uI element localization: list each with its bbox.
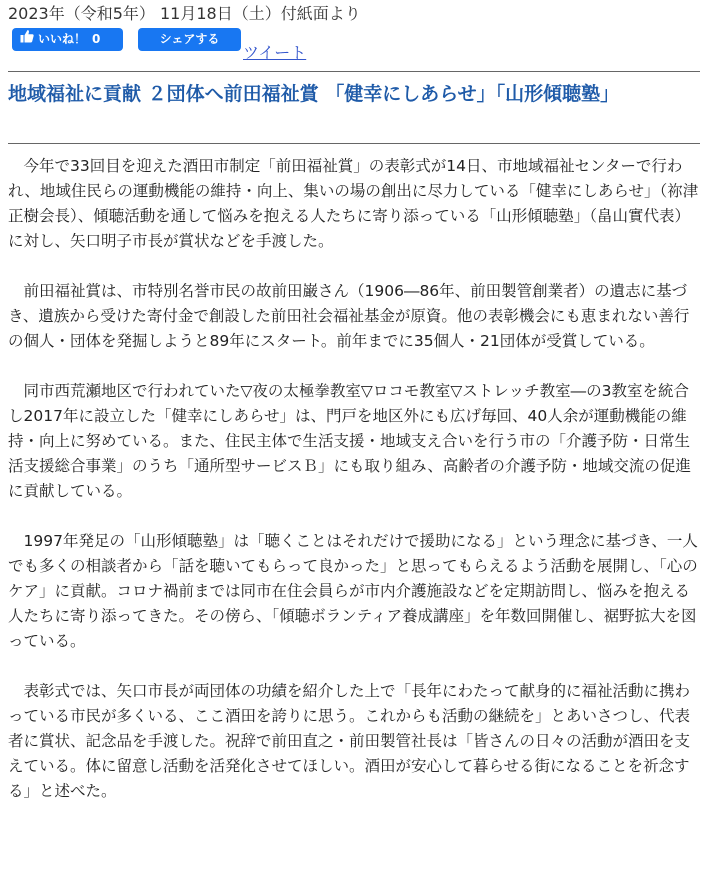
share-button[interactable]: シェアする <box>138 28 241 51</box>
like-label: いいね！ <box>38 32 87 46</box>
divider-bottom <box>8 143 700 144</box>
paragraph: 1997年発足の「山形傾聴塾」は「聴くことはそれだけで援助になる」という理念に基づき、一人でも多くの相談者から「話を聴いてもらって良かった」と思ってもらえるよう活動を展開し、「心のケア」に貢献。コロナ禍前までは同市在住会員らが市内介護施設などを定期訪問し、悩みを抱える人たちに寄り添ってきた。その傍ら、「傾聴ボランティア養成講座」を年数回開催し、裾野拡大を図っている。 <box>8 532 698 650</box>
paragraph: 同市西荒瀬地区で行われていた▽夜の太極拳教室▽ロコモ教室▽ストレッチ教室―の3教室を統合し2017年に設立した「健幸にしあらせ」は、門戸を地区外にも広げ毎回、40人余が運動機能の維持・向上に努めている。また、住民主体で生活支援・地域支え合いを行う市の「介護予防・日常生活支援総合事業」のうち「通所型サービスＢ」にも取り組み、高齢者の介護予防・地域交流の促進に貢献している。 <box>8 382 691 500</box>
like-button[interactable] <box>12 28 123 51</box>
tweet-link[interactable]: ツイート <box>243 43 307 62</box>
article-headline: 地域福祉に貢献 ２団体へ前田福祉賞 「健幸にしあらせ」「山形傾聴塾」 <box>8 83 620 105</box>
like-count: 0 <box>92 32 101 46</box>
article-body <box>8 154 702 804</box>
thumbs-up-icon <box>20 28 34 51</box>
publication-date: 2023年（令和5年） 11月18日（土）付紙面より <box>8 4 361 23</box>
paragraph: 前田福祉賞は、市特別名誉市民の故前田巌さん（1906―86年、前田製管創業者）の遺志に基づき、遺族から受けた寄付金で創設した前田社会福祉基金が原資。他の表彰機会にも恵まれない善行の個人・団体を発掘しようと89年にスタート。前年までに35個人・21団体が受賞している。 <box>8 282 690 350</box>
divider-top <box>8 71 700 72</box>
paragraph: 今年で33回目を迎えた酒田市制定「前田福祉賞」の表彰式が14日、市地域福祉センターで行われ、地域住民らの運動機能の維持・向上、集いの場の創出に尽力している「健幸にしあらせ」（祢津正樹会長）、傾聴活動を通して悩みを抱える人たちに寄り添っている「山形傾聴塾」（畠山實代表）に対し、矢口明子市長が賞状などを手渡した。 <box>8 157 699 250</box>
paragraph: 表彰式では、矢口市長が両団体の功績を紹介した上で「長年にわたって献身的に福祉活動に携わっている市民が多くいる、ここ酒田を誇りに思う。これからも活動の継続を」とあいさつし、代表者に賞状、記念品を手渡した。祝辞で前田直之・前田製管社長は「皆さんの日々の活動が酒田を支えている。体に留意し活動を活発化させてほしい。酒田が安心して暮らせる街になることを祈念する」と述べた。 <box>8 682 691 800</box>
